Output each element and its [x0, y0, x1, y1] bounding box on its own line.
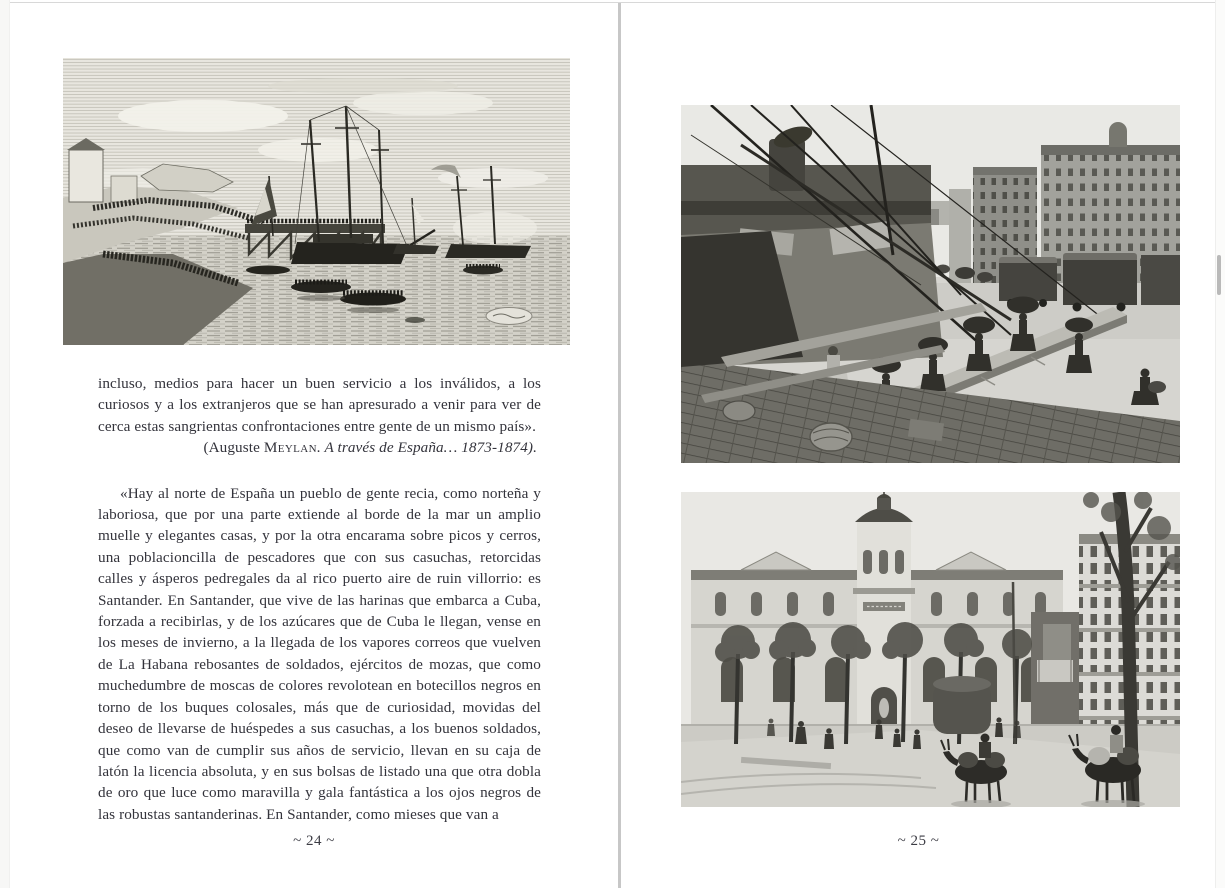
citation-prefix: (Auguste	[203, 439, 264, 457]
paragraph-quote: «Hay al norte de España un pueblo de gente recia, como norteña y laboriosa, que por una parte extiende al borde de la mar un amplio muelle y elegantes casas, y por la otra encarama sobre picos y cerros, una poblacioncilla de pescadores que con sus casuchas, retorcidas calles y ásperos pedregales da al rico puerto aire de ruin villorrio: es Santander. En Santander, que vive de las harinas que embarca a Cuba, forzada a recibirlas, y de los azúcares que de Cuba le llegan, vense en los meses de invierno, a la llegada de los vapores correos que vuelven de La Habana rebosantes de soldados, ejércitos de mozas, que como muchedumbre de moscas de colores revolotean en botecillos negros en torno de los buques colosales, más que de curiosidad, movidas del deseo de llevarse de huéspedes a sus casuchas, a los buenos soldados, que como van de cumplir sus años de servicio, llevan en su caja de latón la licencia absoluta, y en sus bolsas de listado una que otra dobla de oro que luce como maravilla y gala fantástica a los ojos negros de las robustas santanderinas. En Santander, como mieses que van a	[98, 484, 541, 823]
plaza-photo-image	[681, 492, 1180, 807]
page-left	[10, 0, 618, 888]
engraving-signature-stamp	[486, 308, 532, 325]
text-block	[98, 373, 541, 825]
page-number-left: ~ 24 ~	[293, 833, 335, 849]
citation-title: . A través de España… 1873-1874).	[317, 439, 537, 457]
photo-kiosk-wagon	[933, 676, 991, 734]
scrollbar-thumb[interactable]	[1217, 255, 1221, 295]
harbor-engraving-image	[63, 58, 570, 345]
page-number-right: ~ 25 ~	[897, 833, 940, 849]
plaza-photo	[681, 492, 1180, 807]
dock-photo	[681, 105, 1180, 463]
dock-photo-image	[681, 105, 1180, 463]
window-left-edge	[0, 0, 10, 888]
page-right	[621, 0, 1216, 888]
harbor-engraving	[63, 58, 570, 345]
citation-author: Meylan	[263, 439, 317, 457]
citation-line	[98, 437, 541, 458]
paragraph-continuation: incluso, medios para hacer un buen servicio a los inválidos, a los curiosos y a los extranjeros que se han apresurado a venir para ver de cerca estas sangrientas confrontaciones entre gente de un mismo país».	[98, 375, 541, 435]
photo-side-house	[1031, 612, 1079, 734]
scrollbar[interactable]	[1215, 0, 1225, 888]
